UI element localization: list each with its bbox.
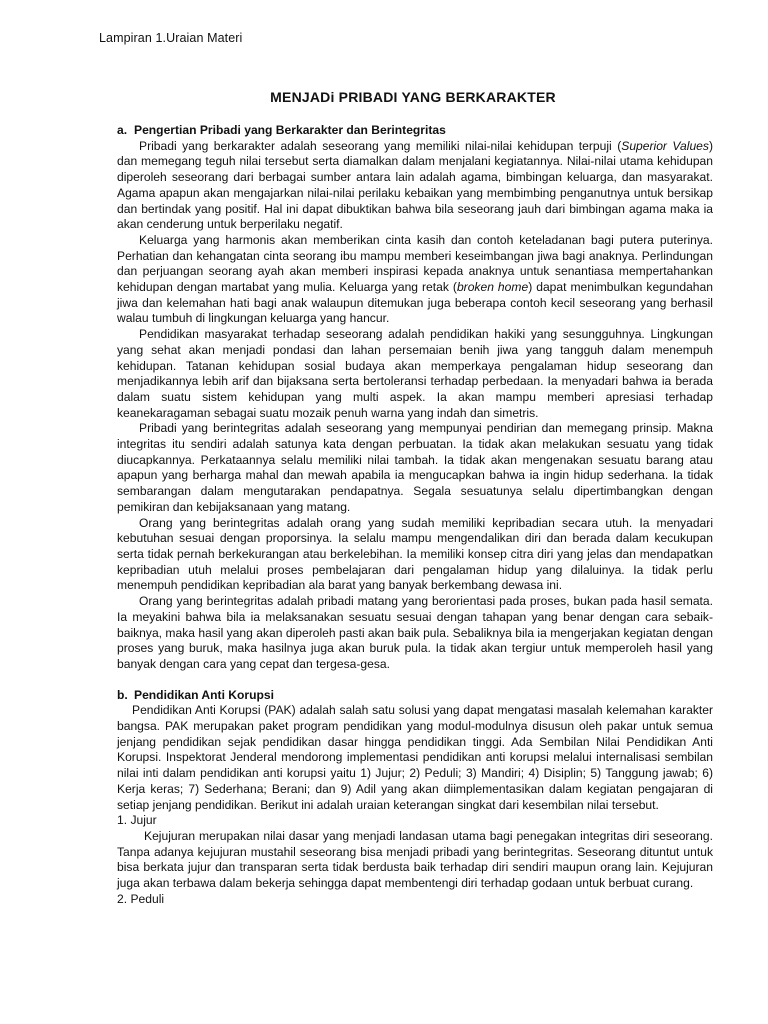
page-title: MENJADi PRIBADI YANG BERKARAKTER (270, 89, 556, 105)
italic-term: broken home (456, 280, 529, 295)
section-a-title: Pengertian Pribadi yang Berkarakter dan Berintegritas (134, 123, 446, 137)
section-b-title: Pendidikan Anti Korupsi (134, 687, 274, 702)
italic-term: Superior Values (621, 138, 709, 153)
section-spacer (117, 673, 713, 688)
section-a-heading (117, 123, 713, 139)
section-a-paragraph-4: Pribadi yang berintegritas adalah seseorang yang mempunyai pendirian dan memegang prinsip. Makna integritas itu sendiri adalah satunya kata dengan perbuatan. Ia tidak akan melakukan sesuatu yang tidak diucapkannya. Perkataannya selalu memiliki nilai tambah. Ia tidak akan mengenakan sesuatu barang atau apapun yang berharga mahal dan mewah apabila ia mengucapkan bahwa ia ingin hidup sederhana. Ia tidak sembarangan dalam mengutarakan pendapatnya. Segala sesuatunya selalu dipertimbangkan dengan pemikiran dan kebijaksanaan yang matang. (117, 421, 713, 514)
section-a-paragraph-1 (117, 139, 713, 233)
section-b-heading (117, 688, 713, 704)
header-note: Lampiran 1.Uraian Materi (99, 31, 243, 45)
section-a-paragraph-3: Pendidikan masyarakat terhadap seseorang adalah pendidikan hakiki yang sesungguhnya. Lingkungan yang sehat akan menjadi pondasi dan lahan persemaian benih jiwa yang tangguh dalam menempuh kehidupan. Tatanan kehidupan sosial budaya akan memperkaya pengalaman hidup seseorang dan menjadikannya lebih arif dan bijaksana serta bertoleransi terhadap perbedaan. Ia menyadari bahwa ia berada dalam suatu sistem kehidupan yang multi aspek. Ia akan mampu memberi apresiasi terhadap keanekaragaman sebagai suatu mozaik penuh warna yang indah dan simetris. (117, 327, 713, 420)
list-item-label-peduli: 2. Peduli (117, 891, 165, 906)
paragraph-text: ) dapat menimbulkan kegundahan jiwa dan kelemahan hati bagi anak walaupun ditemukan juga beberapa contoh kecil seseorang yang berhasil walau tumbuh di lingkungan keluarga yang hancur. (117, 280, 713, 326)
section-b-paragraph-1: Pendidikan Anti Korupsi (PAK) adalah salah satu solusi yang dapat mengatasi masalah kelemahan karakter bangsa. PAK merupakan paket program pendidikan yang modul-modulnya disusun oleh pakar untuk semua jenjang pendidikan sejak pendidikan dasar hingga pendidikan tinggi. Ada Sembilan Nilai Pendidikan Anti Korupsi. Inspektorat Jenderal mendorong implementasi pendidikan anti korupsi melalui internalisasi sembilan nilai inti dalam pendidikan anti korupsi yaitu 1) Jujur; 2) Peduli; 3) Mandiri; 4) Disiplin; 5) Tanggung jawab; 6) Kerja keras; 7) Sederhana; Berani; dan 9) Adil yang akan diimplementasikan dalam kegiatan pengajaran di setiap jenjang pendidikan. Berikut ini adalah uraian keterangan singkat dari kesembilan nilai tersebut. (117, 703, 713, 812)
paragraph-text: Keluarga yang harmonis akan memberikan cinta kasih dan contoh keteladanan bagi putera puterinya. Perhatian dan kehangatan cinta seorang ibu mampu memberi keseimbangan jiwa bagi anaknya. Perlindungan dan perjuangan seorang ayah akan memberi inspirasi kepada anaknya untuk senantiasa mempertahankan kehidupan dengan martabat yang mulia. Keluarga yang retak ( (117, 232, 713, 295)
section-a-paragraph-6: Orang yang berintegritas adalah pribadi matang yang berorientasi pada proses, bukan pada hasil semata. Ia meyakini bahwa bila ia melaksanakan sesuatu sesuai dengan tahapan yang benar dengan cara sebaik-baiknya, maka hasil yang akan diperoleh pasti akan baik pula. Sebaliknya bila ia mengerjakan kegiatan dengan proses yang buruk, maka hasilnya juga akan buruk pula. Ia tidak akan tergiur untuk memperoleh hasil yang banyak dengan cara yang cepat dan tergesa-gesa. (117, 594, 713, 671)
paragraph-text: ) dan memegang teguh nilai tersebut serta diamalkan dalam menjalani kegiatannya. Nilai-nilai utama kehidupan diperoleh seseorang dari berbagai sumber antara lain adalah agama, bimbingan keluarga, dan masyarakat. Agama apapun akan mengajarkan nilai-nilai perilaku kebaikan yang membimbing penganutnya untuk bersikap dan bertindak yang positif. Hal ini dapat dibuktikan bahwa bila seseorang jauh dari bimbingan agama maka ia akan cenderung untuk berperilaku negatif. (117, 138, 713, 232)
paragraph-text: Pribadi yang berkarakter adalah seseorang yang memiliki nilai-nilai kehidupan terpuji ( (139, 138, 622, 153)
list-item-label-jujur: 1. Jujur (117, 813, 157, 828)
section-a-paragraph-2 (117, 233, 713, 327)
section-a-marker: a. (117, 123, 128, 137)
list-item-text-jujur: Kejujuran merupakan nilai dasar yang menjadi landasan utama bagi penegakan integritas diri seseorang. Tanpa adanya kejujuran mustahil seseorang bisa menjadi pribadi yang berintegritas. Seseorang dituntut untuk bisa berkata jujur dan transparan serta tidak berdusta baik terhadap diri sendiri maupun orang lain. Kejujuran juga akan terbawa dalam bekerja sehingga dapat membentengi diri terhadap godaan untuk berbuat curang. (117, 828, 713, 891)
document-body (117, 123, 713, 907)
section-b-marker: b. (117, 687, 128, 702)
section-a-paragraph-5: Orang yang berintegritas adalah orang yang sudah memiliki kepribadian secara utuh. Ia menyadari kebutuhan sesuai dengan proporsinya. Ia selalu mampu mengendalikan diri dan berada dalam kecukupan serta tidak pernah berkekurangan atau berkelebihan. Ia memiliki konsep citra diri yang jelas dan mendapatkan kepribadian utuh melalui proses pembelajaran dari pengalaman hidup yang dilaluinya. Ia tidak perlu menempuh pendidikan kepribadian ala barat yang banyak berkembang dewasa ini. (117, 515, 713, 593)
